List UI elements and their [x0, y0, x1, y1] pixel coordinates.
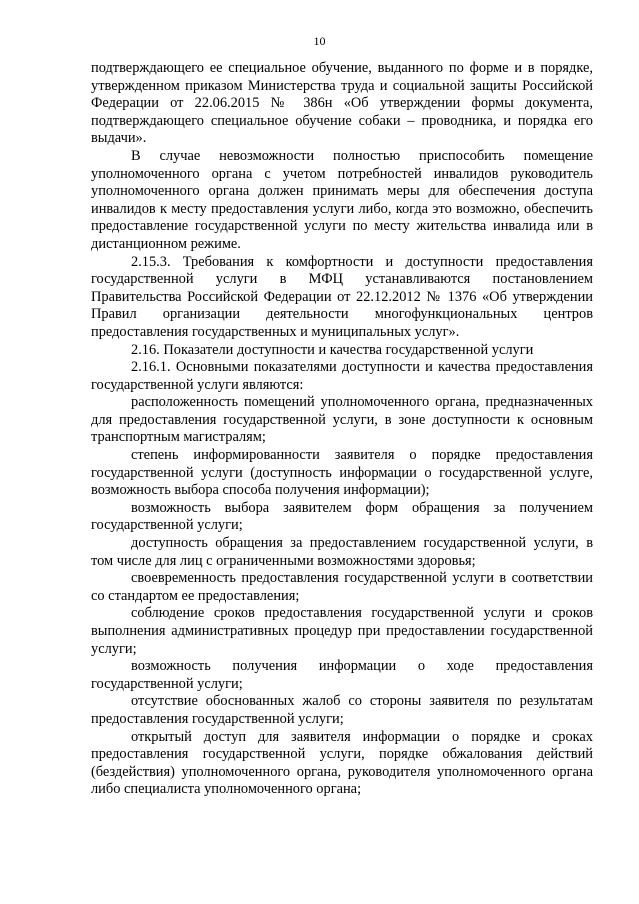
paragraph-2-15-3: 2.15.3. Требования к комфортности и доступности предоставления государственной услуги в МФЦ устанавливаются постановлением Правительства Российской Федерации от 22.12.2012 № 1376 «Об утверждении Правил организации деятельности многофункциональных центров предоставления государственных и муниципальных услуг». [91, 253, 593, 340]
list-item-open-access: открытый доступ для заявителя информации о порядке и сроках предоставления государственной услуги, порядке обжалования действий (бездействия) уполномоченного органа, руководителя уполномоченного органа либо специалиста уполномоченного органа; [91, 728, 593, 798]
list-item-deadlines: соблюдение сроков предоставления государственной услуги и сроков выполнения административных процедур при предоставлении государственной услуги; [91, 605, 593, 657]
paragraph-accessibility-measures: В случае невозможности полностью приспособить помещение уполномоченного органа с учетом потребностей инвалидов руководитель уполномоченного органа должен принимать меры для обеспечения доступа инвалидов к месту предоставления услуги либо, когда это возможно, обеспечить предоставление государственной услуги по месту жительства инвалида или в дистанционном режиме. [91, 147, 593, 252]
list-item-informedness: степень информированности заявителя о порядке предоставления государственной услуги (доступность информации о государственной услуге, возможность выбора способа получения информации); [91, 447, 593, 499]
page-number: 10 [313, 34, 326, 48]
list-item-no-complaints: отсутствие обоснованных жалоб со стороны заявителя по результатам предоставления государственной услуги; [91, 693, 593, 727]
section-heading-2-16: 2.16. Показатели доступности и качества государственной услуги [131, 341, 534, 358]
document-body [91, 60, 593, 799]
list-item-progress-info: возможность получения информации о ходе предоставления государственной услуги; [91, 658, 593, 692]
list-item-timeliness: своевременность предоставления государственной услуги в соответствии со стандартом ее предоставления; [91, 570, 593, 604]
list-item-accessibility: доступность обращения за предоставлением государственной услуги, в том числе для лиц с ограниченными возможностями здоровья; [91, 535, 593, 569]
paragraph-continuation: подтверждающего ее специальное обучение, выданного по форме и в порядке, утвержденном приказом Министерства труда и социальной защиты Российской Федерации от 22.06.2015 № 386н «Об утверждении формы документа, подтверждающего специальное обучение собаки – проводника, и порядка его выдачи». [91, 60, 593, 147]
paragraph-2-16-1: 2.16.1. Основными показателями доступности и качества предоставления государственной услуги являются: [91, 359, 593, 393]
list-item-location: расположенность помещений уполномоченного органа, предназначенных для предоставления государственной услуги, в зоне доступности к основным транспортным магистралям; [91, 394, 593, 446]
list-item-request-forms: возможность выбора заявителем форм обращения за получением государственной услуги; [91, 499, 593, 534]
